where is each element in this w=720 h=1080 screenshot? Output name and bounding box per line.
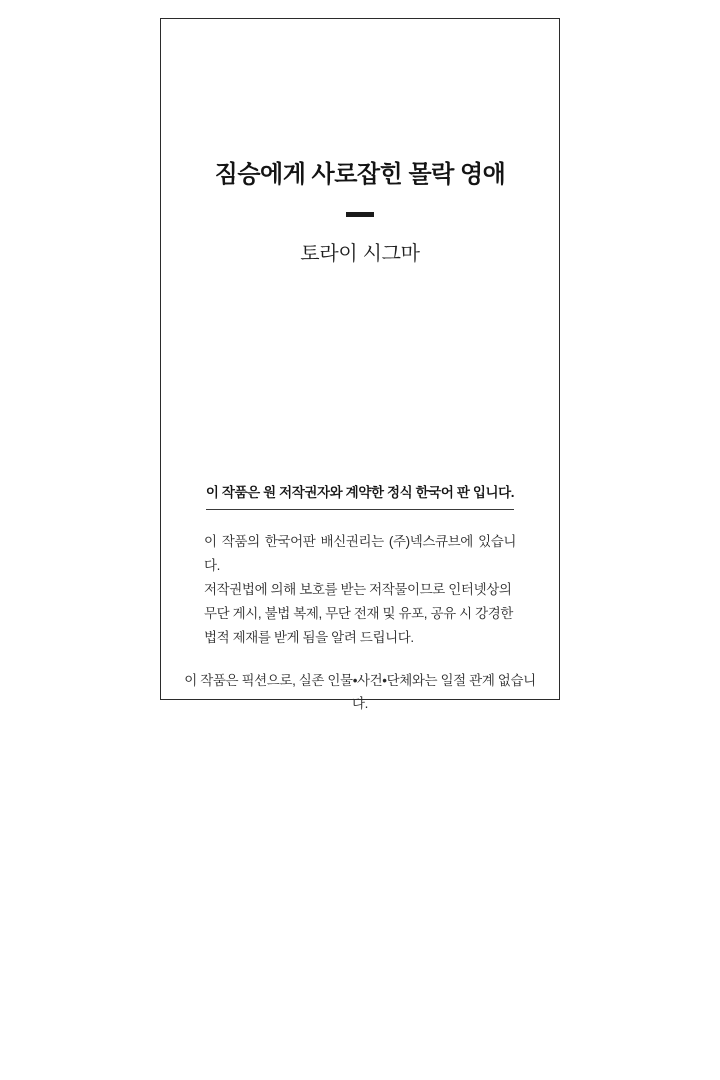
notice-body: [204, 530, 516, 650]
fiction-disclaimer: 이 작품은 픽션으로, 실존 인물•사건•단체와는 일절 관계 없습니다.: [184, 673, 536, 712]
author-name: 토라이 시그마: [300, 243, 420, 266]
title-page-frame: [160, 18, 560, 712]
copyright-notice-block: [161, 481, 559, 716]
page-title: 짐승에게 사로잡힌 몰락 영애: [214, 161, 506, 188]
notice-line: 법적 제재를 받게 됨을 알려 드립니다.: [204, 630, 414, 646]
notice-line: 저작권법에 의해 보호를 받는 저작물이므로 인터넷상의: [204, 582, 512, 598]
notice-heading: 이 작품은 원 저작권자와 계약한 정식 한국어 판 입니다.: [206, 481, 514, 510]
notice-line: 이 작품의 한국어판 배신권리는 (주)넥스큐브에 있습니다.: [204, 534, 516, 574]
title-block: [161, 159, 559, 266]
notice-line: 무단 게시, 불법 복제, 무단 전재 및 유포, 공유 시 강경한: [204, 606, 514, 622]
title-divider: [346, 212, 374, 217]
